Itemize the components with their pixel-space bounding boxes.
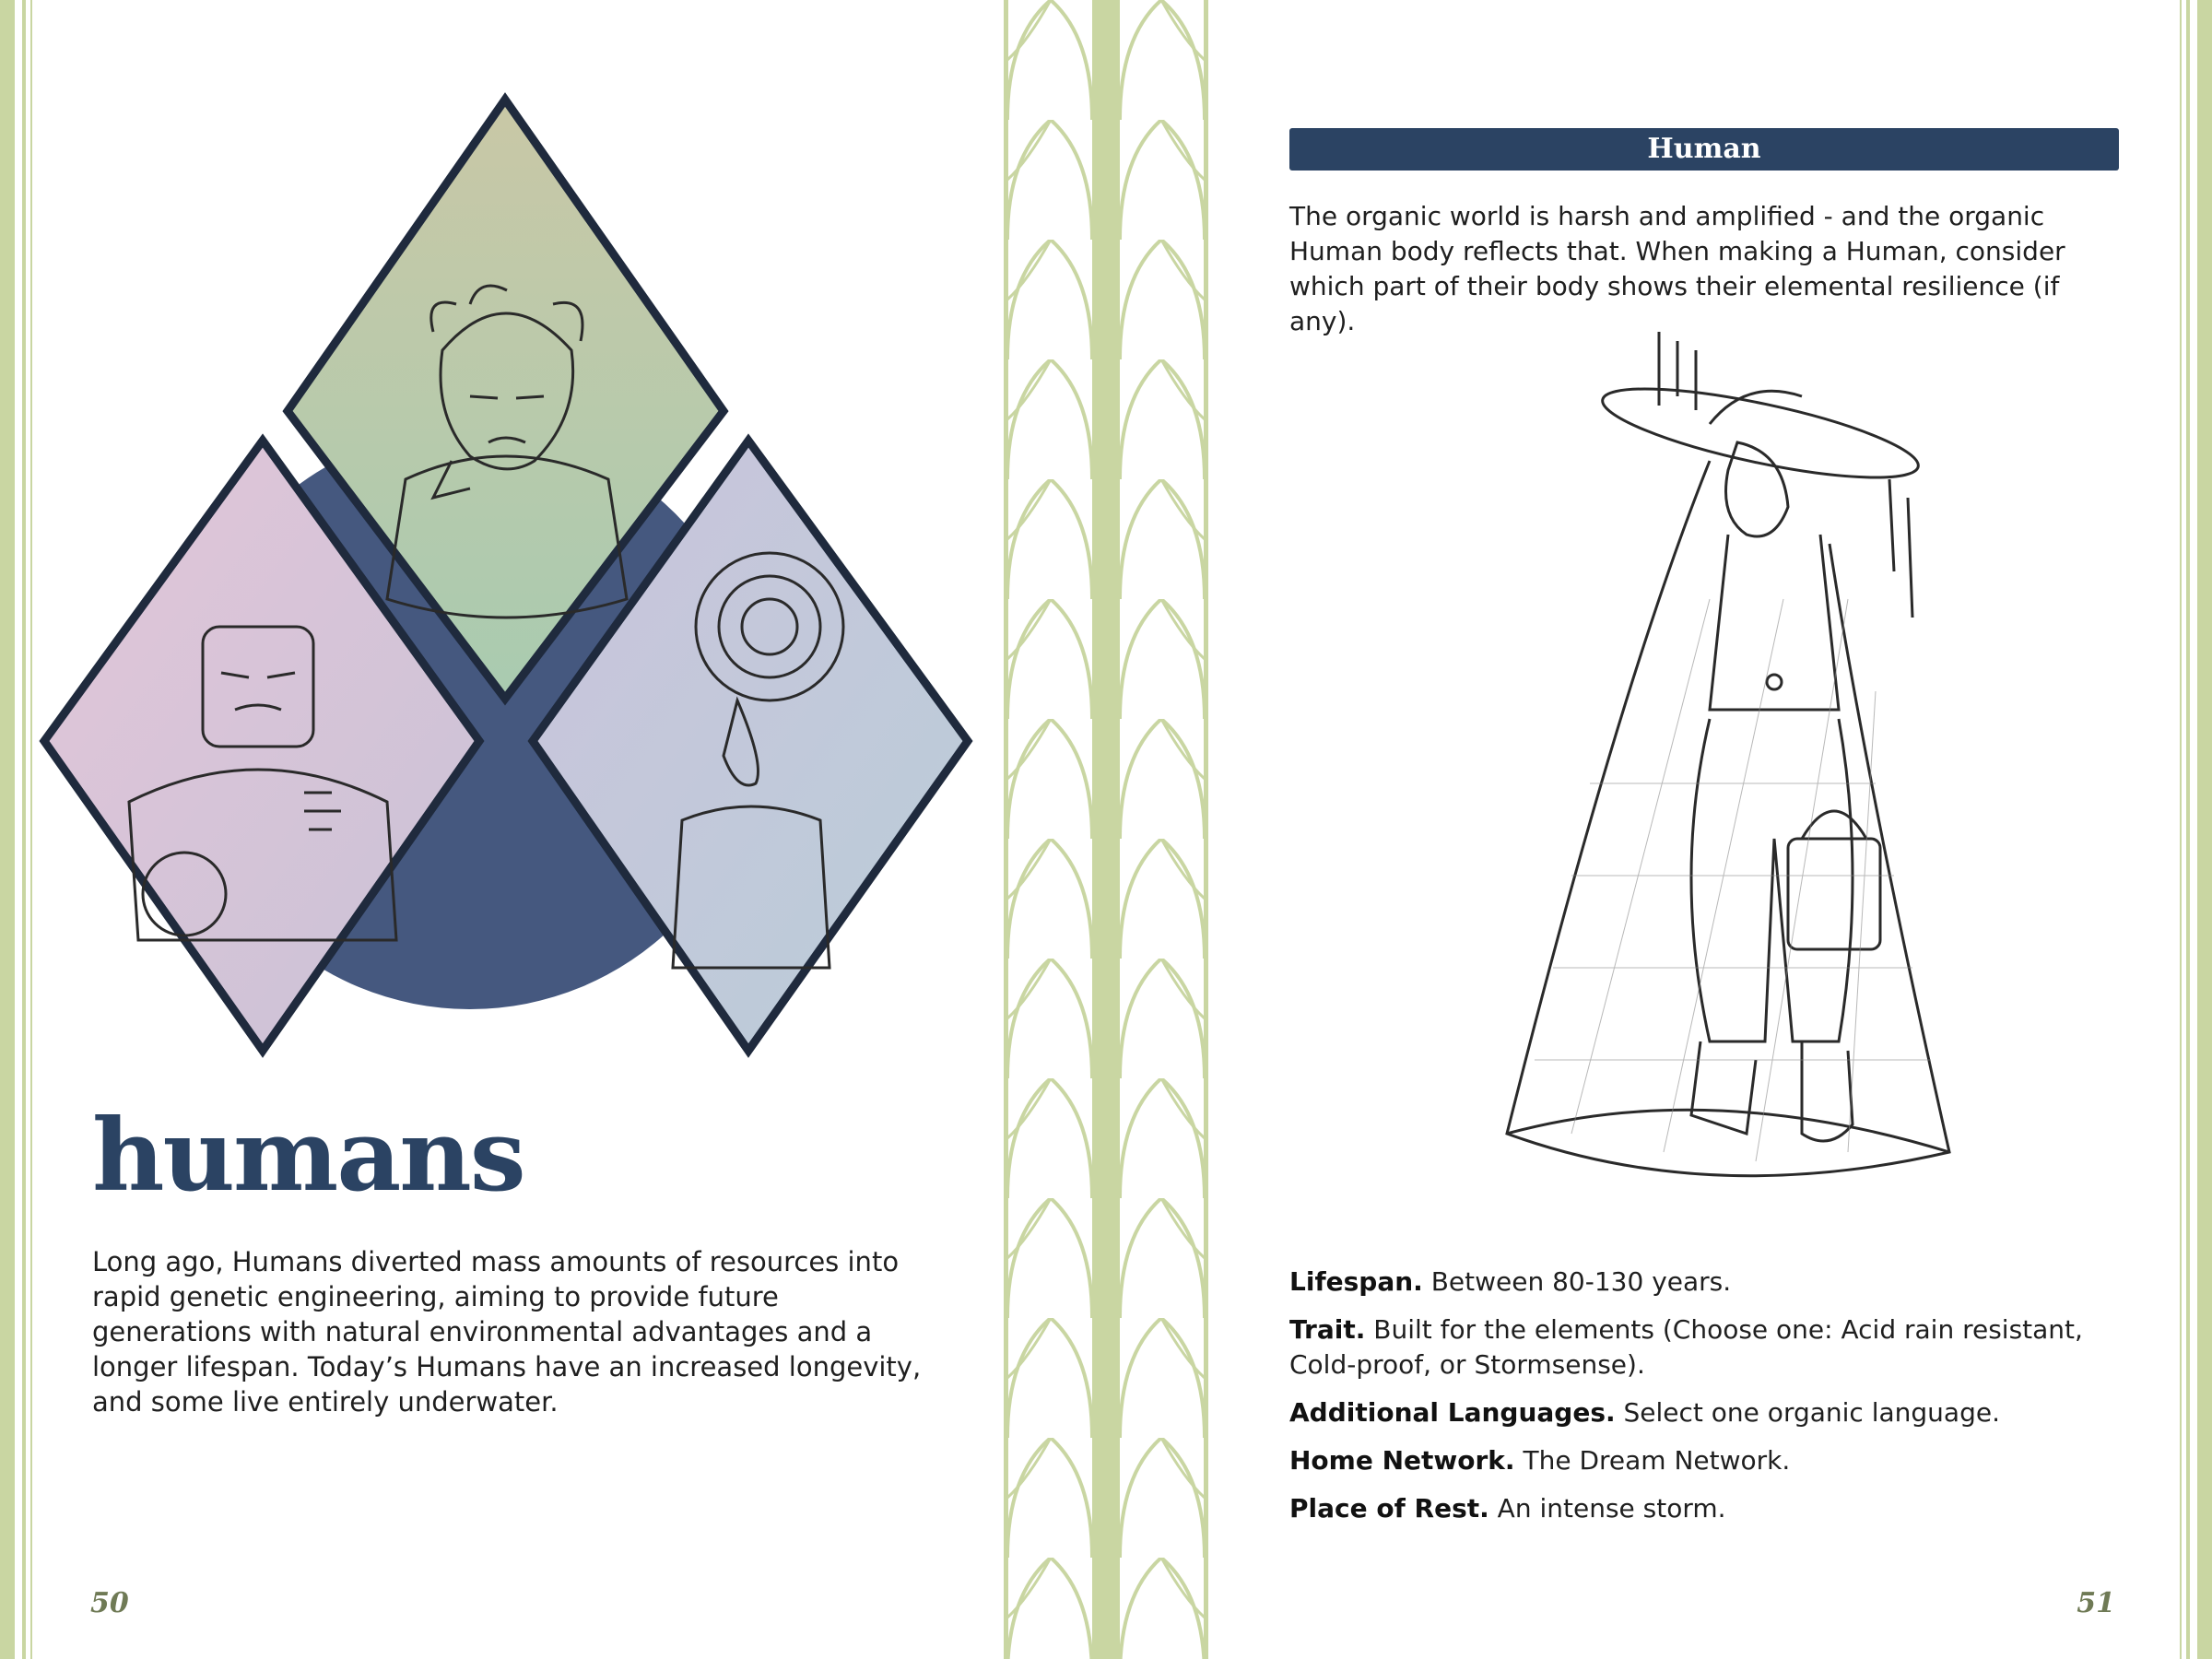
- trait-value: The Dream Network.: [1514, 1445, 1791, 1476]
- gutter-ornament: [1000, 0, 1212, 1659]
- human-description: The organic world is harsh and amplified - and the organic Human body reflects that. When making a Human, consider which part of their body shows their elemental resilience (if any).: [1289, 201, 2065, 336]
- left-page: [37, 0, 1000, 1659]
- trait-list: [1289, 1265, 2137, 1539]
- trait-value: Built for the elements (Choose one: Acid rain resistant, Cold-proof, or Stormsense).: [1289, 1314, 2083, 1380]
- trait-additional-languages: [1289, 1395, 2137, 1430]
- trait-place-of-rest: [1289, 1491, 2137, 1526]
- humans-intro-paragraph: Long ago, Humans diverted mass amounts of resources into rapid genetic engineering, aiming to provide future generations with natural environmental advantages and a longer lifespan. Today’s Humans have an increased longevity, and some live entirely underwater.: [92, 1246, 922, 1418]
- trait-label: Home Network.: [1289, 1445, 1515, 1476]
- page-number-left: 50: [90, 1587, 129, 1619]
- trait-value: Select one organic language.: [1615, 1397, 2000, 1428]
- trait-lifespan: [1289, 1265, 2137, 1300]
- trait-label: Lifespan.: [1289, 1266, 1423, 1297]
- trait-value: Between 80-130 years.: [1422, 1266, 1732, 1297]
- right-page-border: [2175, 0, 2212, 1659]
- humans-portrait-diamonds: [37, 0, 1000, 1088]
- human-figure-illustration: [1433, 323, 2078, 1226]
- trait-label: Place of Rest.: [1289, 1493, 1489, 1524]
- section-header-bar: Human: [1289, 128, 2119, 171]
- right-page: [1212, 0, 2175, 1659]
- trait-home-network: [1289, 1443, 2137, 1478]
- trait-value: An intense storm.: [1488, 1493, 1726, 1524]
- trait-label: Trait.: [1289, 1314, 1366, 1345]
- page-number-right: 51: [2077, 1587, 2115, 1619]
- left-page-border: [0, 0, 37, 1659]
- trait-label: Additional Languages.: [1289, 1397, 1616, 1428]
- page-title: humans: [92, 1098, 524, 1214]
- trait-trait: [1289, 1312, 2137, 1382]
